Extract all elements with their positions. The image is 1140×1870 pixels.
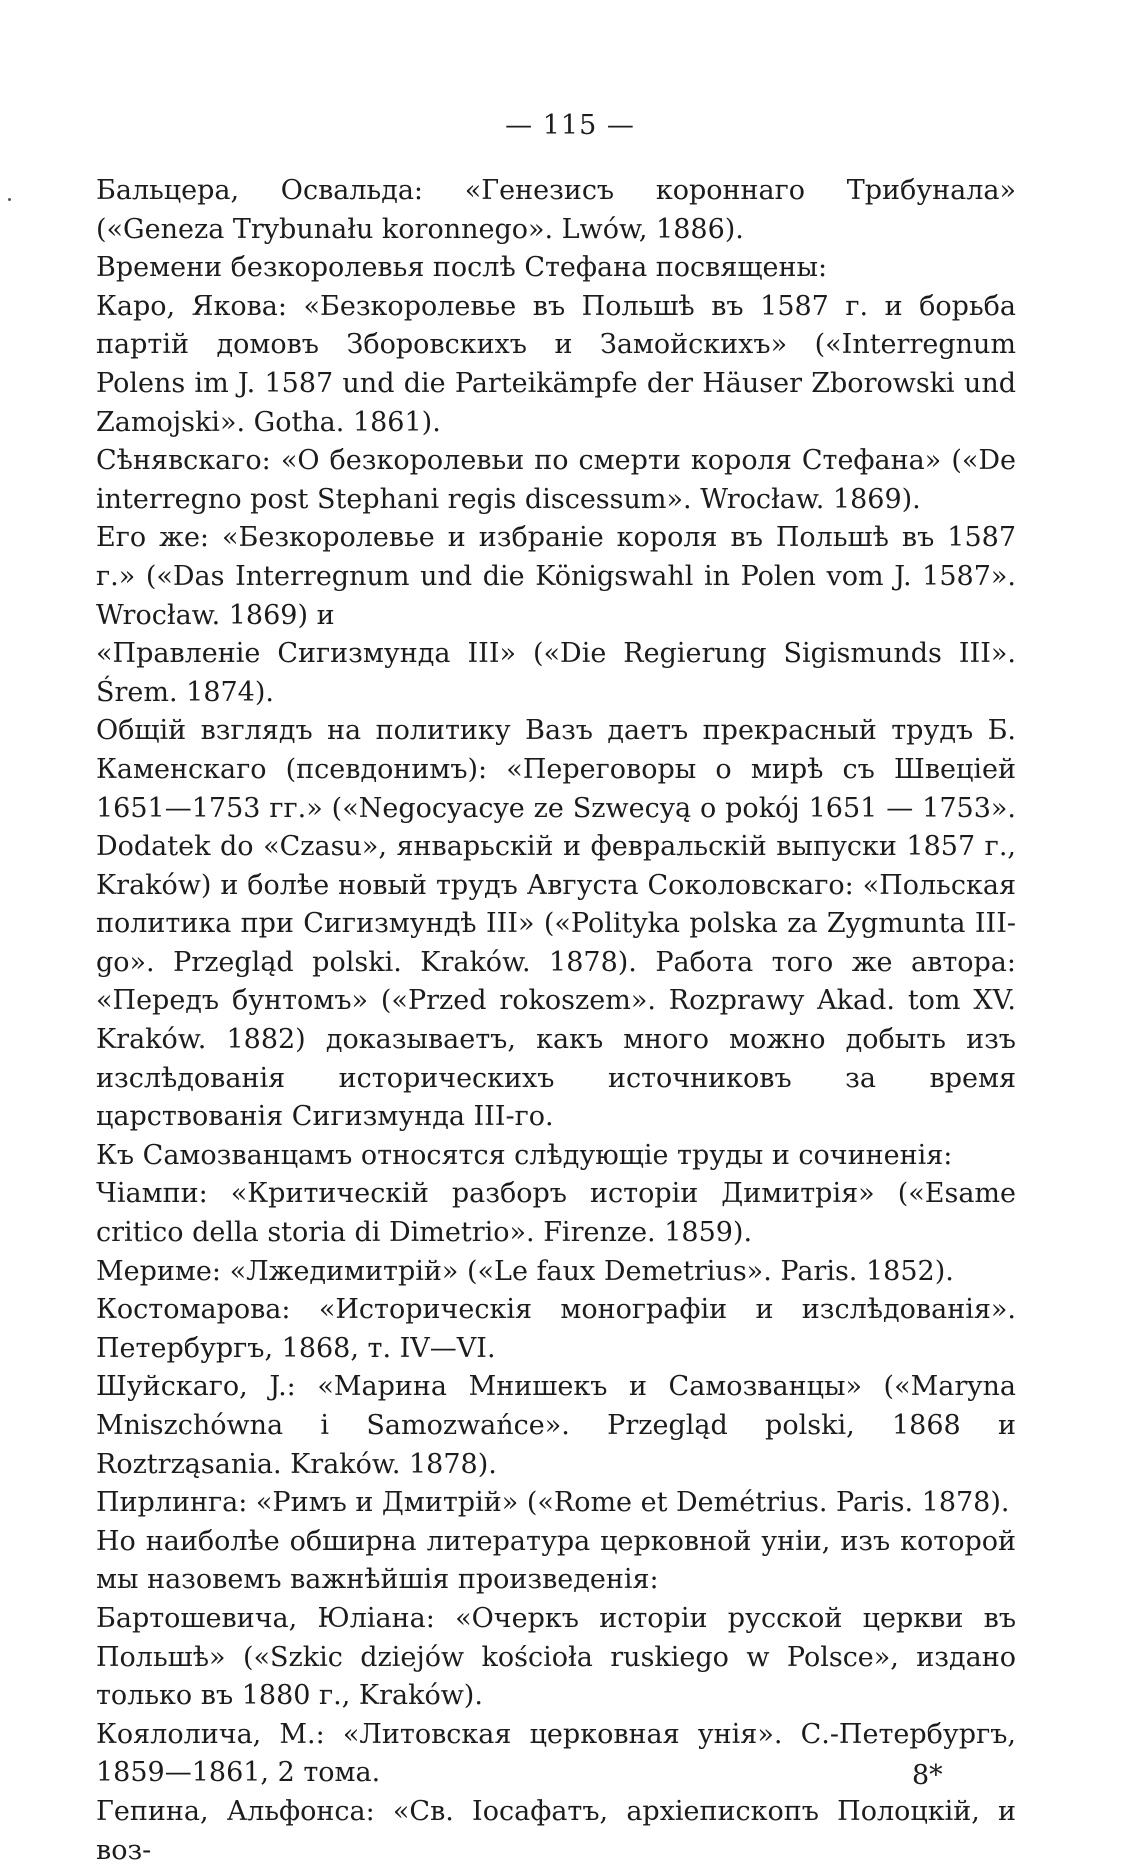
paragraph-ciampi: Чіампи: «Критическій разборъ исторіи Димитрія» («Esame critico della storia di Dimetrio». Firenze. 1859).: [96, 1178, 1016, 1249]
paragraph-ego-zhe: Его же: «Безкоролевье и избраніе короля въ Польшѣ въ 1587 г.» («Das Interregnum und die Königswahl in Polen vom J. 1587». Wrocław. 1869) и: [96, 522, 1016, 631]
paragraph-church-union-intro: Но наиболѣе обширна литература церковной уніи, изъ которой мы назовемъ важнѣйшія произведенія:: [96, 1525, 1016, 1596]
paragraph-kostomarov: Костомарова: «Историческія монографіи и изслѣдованія». Петербургъ, 1868, т. IV—VI.: [96, 1294, 1016, 1364]
paragraph-sigismund-reign: «Правленіе Сигизмунда III» («Die Regierung Sigismunds III». Śrem. 1874).: [96, 638, 1016, 708]
paragraph-szujski: Шуйскаго, J.: «Марина Мнишекъ и Самозванцы» («Maryna Mniszchówna i Samozwańce». Przegląd polski, 1868 и Roztrząsania. Kraków. 1878).: [96, 1371, 1016, 1480]
paragraph-vasa-policy: Общій взглядъ на политику Вазъ даетъ прекрасный трудъ Б. Каменскаго (псевдонимъ): «Переговоры о мирѣ съ Швеціей 1651—1753 гг.» («Negocyacye ze Szwecyą o pokój 1651 — 1753». Dodatek do «Czasu», январьскій и февральскій выпуски 1857 г., Kraków) и болѣе новый трудъ Августа Соколовскаго: «Польская политика при Сигизмундѣ III» («Polityka polska za Zygmunta III-go». Przegląd polski. Kraków. 1878). Работа того же автора: «Передъ бунтомъ» («Przed rokoszem». Rozprawy Akad. tom XV. Kraków. 1882) доказываетъ, какъ много можно добыть изъ изслѣдованія историческихъ источниковъ за время царствованія Сигизмунда III-го.: [96, 715, 1016, 1133]
paragraph-impostors-intro: Къ Самозванцамъ относятся слѣдующіе труды и сочиненія:: [96, 1139, 953, 1171]
paragraph-bartoszewicz: Бартошевича, Юліана: «Очеркъ исторіи русской церкви въ Польшѣ» («Szkic dziejów kościoła ruskiego w Polsce», издано только въ 1880 г., Kraków).: [96, 1602, 1016, 1712]
paragraph-interregnum-intro: Времени безкоролевья послѣ Стефана посвящены:: [96, 252, 828, 284]
paragraph-koyalovich: Коялолича, М.: «Литовская церковная унія». С.-Петербургъ, 1859—1861, 2 тома.: [96, 1718, 1016, 1789]
paragraph-sieniawski: Сѣнявскаго: «О безкоролевьи по смерти короля Стефана» («De interregno post Stephani regis discessum». Wrocław. 1869).: [96, 445, 1016, 515]
paragraph-caro: Каро, Якова: «Безкоролевье въ Польшѣ въ 1587 г. и борьба партій домовъ Зборовскихъ и Замойскихъ» («Interregnum Polens im J. 1587 und die Parteikämpfe der Häuser Zborowski und Zamojski». Gotha. 1861).: [96, 290, 1016, 438]
paragraph-merimee: Мериме: «Лжедимитрій» («Le faux Demetrius». Paris. 1852).: [96, 1255, 954, 1287]
page-number: — 115 —: [505, 110, 635, 141]
paragraph-guepin: Гепина, Альфонса: «Св. Іосафатъ, архіепископъ Полоцкій, и воз-: [96, 1795, 1016, 1866]
body-text: [96, 172, 1016, 1870]
signature-mark: 8*: [912, 1760, 943, 1791]
paragraph-balzer: Бальцера, Освальда: «Генезисъ короннаго Трибунала» («Geneza Trybunału koronnego». Lwów, 1886).: [96, 175, 1016, 245]
margin-speck: [8, 198, 11, 201]
paragraph-pierling: Пирлинга: «Римъ и Дмитрій» («Rome et Demétrius. Paris. 1878).: [96, 1487, 1010, 1519]
